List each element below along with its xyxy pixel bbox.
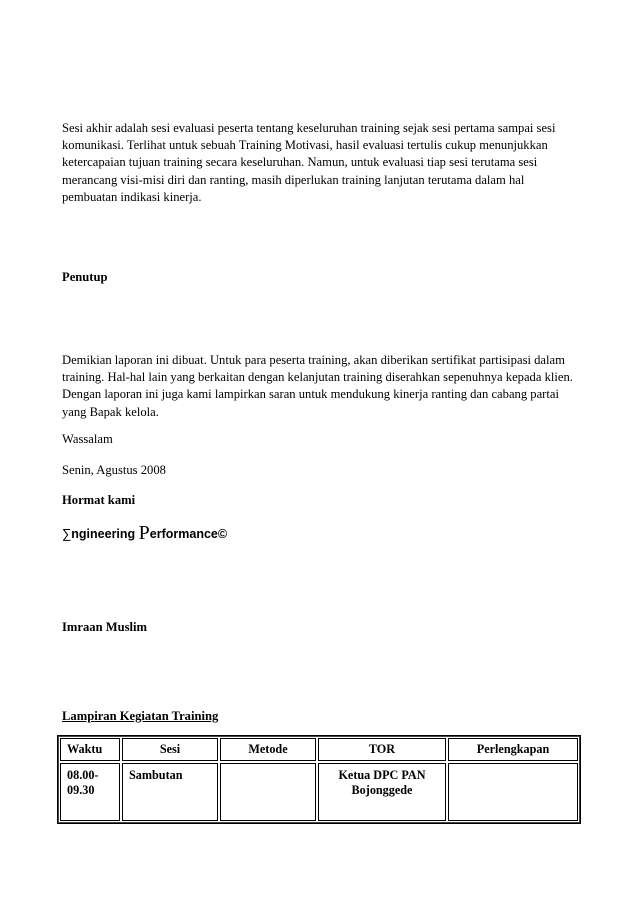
- closing-heading: Penutup: [62, 270, 108, 284]
- cell-tor-line2: Bojonggede: [351, 783, 413, 797]
- header-waktu: Waktu: [60, 738, 120, 761]
- cell-waktu-start: 08.00-: [67, 768, 99, 782]
- greeting: Wassalam: [62, 432, 113, 446]
- table-header-row: [60, 738, 578, 761]
- cell-waktu-end: 09.30: [67, 783, 95, 797]
- company-sigma: ∑: [62, 526, 72, 541]
- appendix-title: Lampiran Kegiatan Training: [62, 709, 219, 723]
- header-perlengkapan: Perlengkapan: [448, 738, 578, 761]
- company-name: [62, 522, 227, 545]
- letter-date: Senin, Agustus 2008: [62, 463, 166, 477]
- cell-perlengkapan: [448, 763, 578, 821]
- company-name-part1: ngineering: [71, 527, 139, 541]
- company-name-part2: erformance©: [149, 527, 228, 541]
- header-sesi: Sesi: [122, 738, 218, 761]
- signer-name: Imraan Muslim: [62, 620, 148, 634]
- cell-tor-line1: Ketua DPC PAN: [338, 768, 426, 782]
- closing-paragraph: Demikian laporan ini dibuat. Untuk para peserta training, akan diberikan sertifikat partisipasi dalam training. Hal-hal lain yang berkaitan dengan kelanjutan training diserahkan sepenuhnya kepada klien. Dengan laporan ini juga kami lampirkan saran untuk mendukung kinerja ranting dan cabang partai yang Bapak kelola.: [62, 353, 573, 419]
- cell-waktu: [60, 763, 120, 821]
- header-tor: TOR: [318, 738, 446, 761]
- header-metode: Metode: [220, 738, 316, 761]
- evaluation-paragraph: Sesi akhir adalah sesi evaluasi peserta tentang keseluruhan training sejak sesi pertama sampai sesi komunikasi. Terlihat untuk sebuah Training Motivasi, hasil evaluasi tertulis cukup menunjukkan ketercapaian tujuan training secara keseluruhan. Namun, untuk evaluasi tiap sesi terutama sesi merancang visi-misi diri dan ranting, masih diperlukan training lanjutan terutama dalam hal pembuatan indikasi kinerja.: [62, 121, 556, 204]
- cell-tor: [318, 763, 446, 821]
- cell-sesi: Sambutan: [122, 763, 218, 821]
- table-row: [60, 763, 578, 821]
- company-initial-p: P: [138, 522, 150, 544]
- appendix-table: [57, 735, 581, 824]
- regards: Hormat kami: [62, 493, 136, 507]
- cell-metode: [220, 763, 316, 821]
